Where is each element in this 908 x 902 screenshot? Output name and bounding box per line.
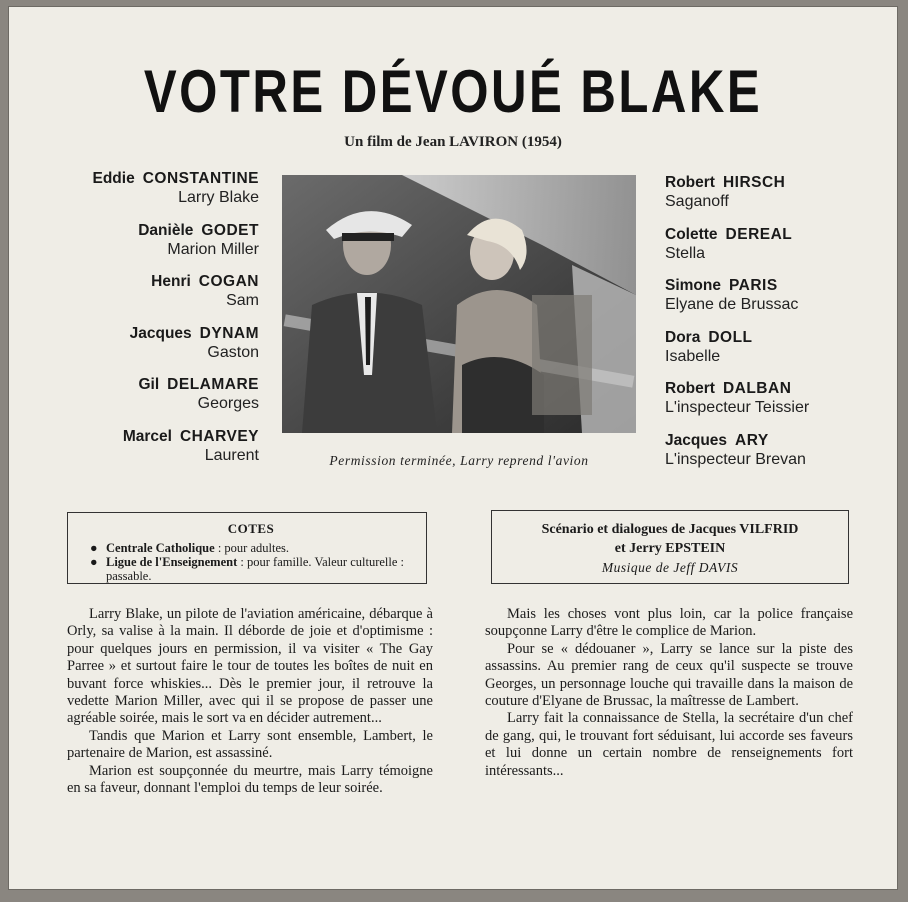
- cast-item: [49, 375, 259, 427]
- synopsis-paragraph: Tandis que Marion et Larry sont ensemble, Lambert, le partenaire de Marion, est assassiné.: [67, 727, 433, 762]
- actor-name: Marcel CHARVEY: [122, 427, 259, 445]
- synopsis-paragraph: Pour se « dédouaner », Larry se lance sur la piste des assassins. Au premier rang de ceux qu'il suspecte se trouve Georges, un personnage louche qui travaille dans la maison de couture d'Elyane de Brussac, la maîtresse de Lambert.: [485, 640, 853, 710]
- actor-name: Eddie CONSTANTINE: [92, 170, 259, 187]
- actor-name: Danièle GODET: [138, 221, 259, 239]
- ratings-title: COTES: [227, 521, 275, 536]
- cast-item: [665, 173, 885, 225]
- bullet-icon: ●: [90, 555, 98, 569]
- film-still-photo: [282, 175, 636, 433]
- actor-name: Henri COGAN: [151, 273, 259, 290]
- role-name: Georges: [197, 395, 259, 412]
- cast-item: [665, 328, 885, 380]
- credits-screenplay: Scénario et dialogues de Jacques VILFRID: [541, 522, 799, 537]
- rating-line: ● Ligue de l'Enseignement : pour famille. Valeur culturelle : passable.: [90, 555, 404, 583]
- actor-name: Gil DELAMARE: [138, 376, 259, 393]
- synopsis-paragraph: Larry fait la connaissance de Stella, la secrétaire d'un chef de gang, qui, le trouvant fort séduisant, lui accorde ses faveurs et lui donne un certain nombre de renseignements fort intéressants...: [485, 710, 853, 779]
- cast-list-right: [665, 173, 885, 482]
- role-name: Sam: [226, 292, 259, 309]
- actor-name: Robert HIRSCH: [665, 174, 786, 191]
- photo-illustration: [282, 175, 636, 433]
- film-title: VOTRE DÉVOUÉ BLAKE: [143, 58, 763, 125]
- cast-item: [49, 427, 259, 479]
- role-name: Isabelle: [665, 347, 721, 365]
- cast-item: [665, 379, 885, 431]
- role-name: Laurent: [204, 446, 259, 464]
- role-name: Gaston: [207, 343, 259, 361]
- synopsis-paragraph: Mais les choses vont plus loin, car la police française soupçonne Larry d'être le complice de Marion.: [485, 606, 853, 640]
- credits-music: Musique de Jeff DAVIS: [601, 560, 739, 575]
- role-name: Saganoff: [665, 193, 729, 210]
- magazine-page: [8, 6, 898, 890]
- synopsis-paragraph: Larry Blake, un pilote de l'aviation américaine, débarque à Orly, sa valise à la main. Il déborde de joie et d'optimisme : pour quelques jours en permission, il va visiter « The Gay Parree » et surtout faire le tour de toutes les boîtes de nuit en buvant force whiskies... Dès le premier jour, il retrouve la vedette Marion Miller, avec qui il se propose de passer une agréable soirée, mais le sort va en décider autrement...: [67, 606, 433, 727]
- role-name: L'inspecteur Brevan: [665, 450, 806, 468]
- actor-name: Jacques ARY: [665, 431, 769, 449]
- credits-box: [491, 510, 849, 584]
- cast-item: [49, 221, 259, 273]
- synopsis-column-left: [67, 606, 433, 797]
- rating-line: ● Centrale Catholique : pour adultes.: [90, 541, 289, 555]
- role-name: Larry Blake: [178, 189, 259, 206]
- synopsis-paragraph: Marion est soupçonnée du meurtre, mais Larry témoigne en sa faveur, donnant l'emploi du temps de leur soirée.: [67, 762, 433, 797]
- actor-name: Simone PARIS: [665, 277, 778, 294]
- actor-name: Jacques DYNAM: [129, 324, 259, 342]
- actor-name: Robert DALBAN: [665, 380, 792, 397]
- cast-item: [49, 324, 259, 376]
- cast-item: [665, 225, 885, 277]
- role-name: Elyane de Brussac: [665, 296, 799, 313]
- photo-caption: Permission terminée, Larry reprend l'avion: [329, 453, 589, 468]
- bullet-icon: ●: [90, 541, 98, 555]
- role-name: Marion Miller: [167, 240, 259, 258]
- role-name: Stella: [665, 244, 706, 262]
- synopsis-column-right: [485, 606, 853, 780]
- cast-item: [49, 169, 259, 221]
- cast-list-left: [49, 169, 259, 478]
- cast-item: [49, 272, 259, 324]
- actor-name: Colette DEREAL: [665, 225, 793, 243]
- cast-item: [665, 276, 885, 328]
- film-subtitle: Un film de Jean LAVIRON (1954): [344, 134, 562, 150]
- cast-item: [665, 431, 885, 483]
- actor-name: Dora DOLL: [665, 328, 753, 346]
- role-name: L'inspecteur Teissier: [665, 399, 810, 416]
- ratings-box: [67, 512, 427, 584]
- credits-screenplay-cont: et Jerry EPSTEIN: [614, 541, 726, 556]
